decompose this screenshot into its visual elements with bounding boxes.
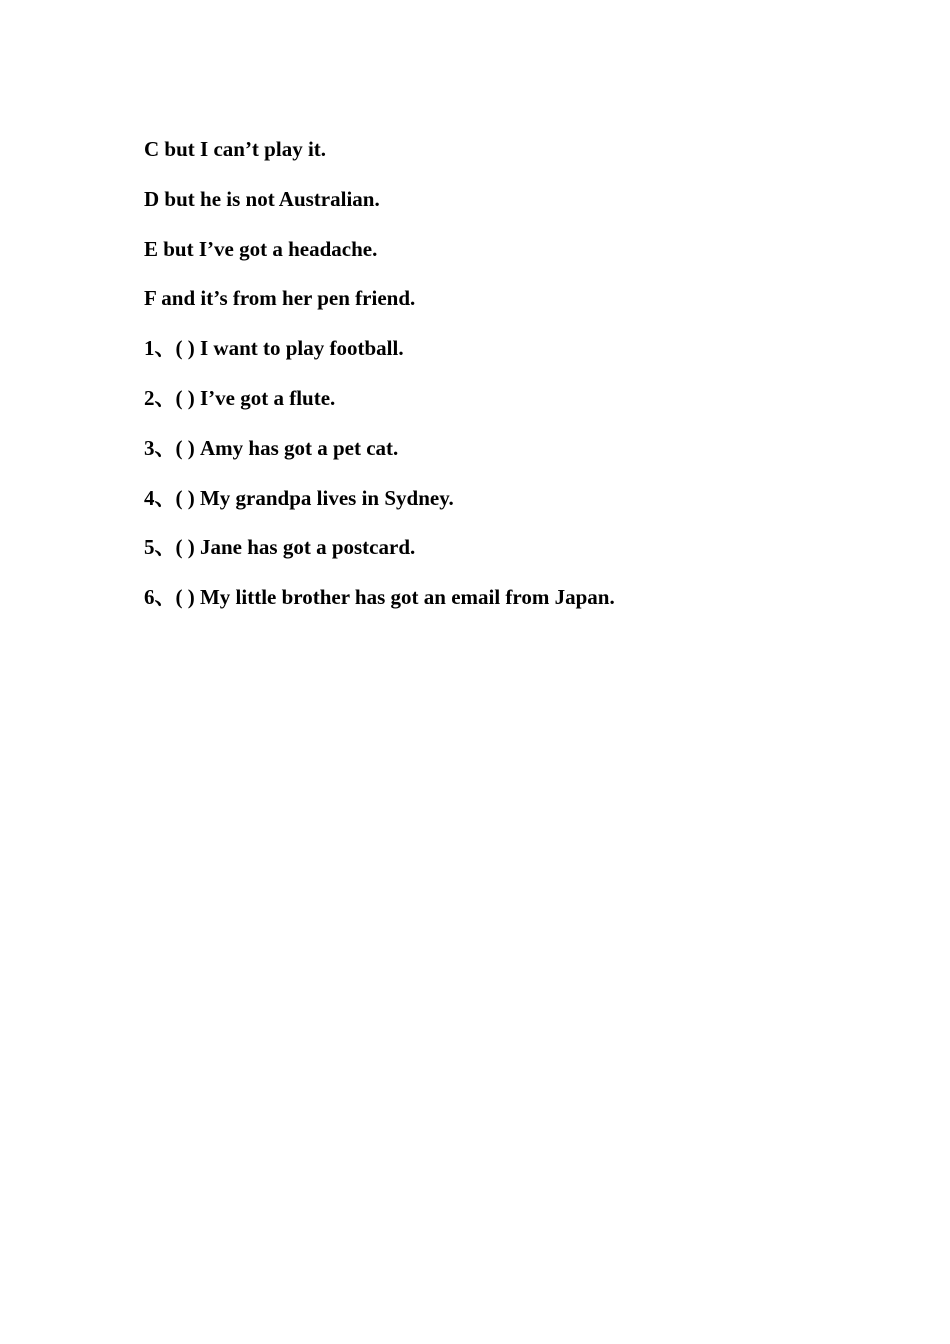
question-4: 4、( ) My grandpa lives in Sydney. xyxy=(144,485,454,510)
question-6: 6、( ) My little brother has got an email from Japan. xyxy=(144,585,615,610)
option-f: F and it’s from her pen friend. xyxy=(144,286,416,311)
question-2: 2、( ) I’ve got a flute. xyxy=(144,385,336,410)
question-5: 5、( ) Jane has got a postcard. xyxy=(144,535,416,560)
question-1: 1、( ) I want to play football. xyxy=(144,336,404,361)
option-e: E but I’ve got a headache. xyxy=(144,236,378,261)
exercise-lines xyxy=(144,135,844,633)
question-3: 3、( ) Amy has got a pet cat. xyxy=(144,435,399,460)
option-d: D but he is not Australian. xyxy=(144,186,380,211)
option-c: C but I can’t play it. xyxy=(144,137,327,161)
